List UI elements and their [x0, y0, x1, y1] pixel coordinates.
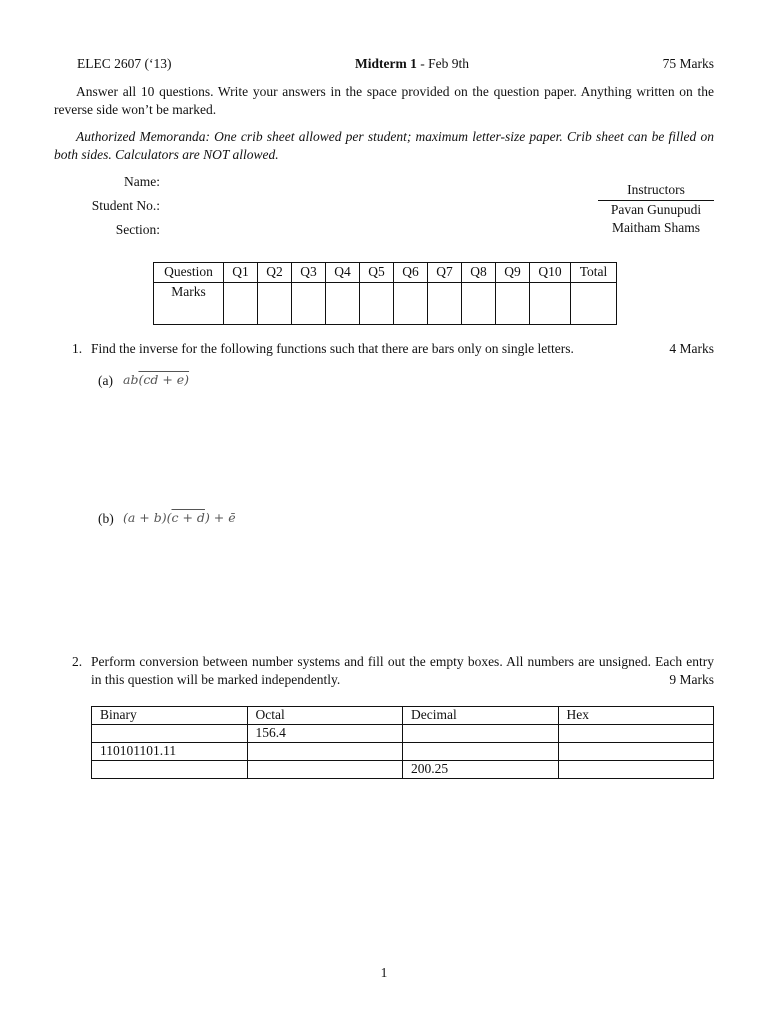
- conv-cell[interactable]: [92, 761, 248, 779]
- marks-summary-table: [153, 262, 617, 325]
- conversion-table: [91, 706, 714, 779]
- conv-cell[interactable]: [558, 725, 714, 743]
- marks-entry-cell[interactable]: [530, 283, 571, 325]
- exam-title: [355, 55, 469, 73]
- marks-entry-cell[interactable]: [496, 283, 530, 325]
- marks-entry-cell[interactable]: [258, 283, 292, 325]
- instructor-name: Maitham Shams: [611, 219, 701, 235]
- q1-marks: 4 Marks: [669, 341, 714, 356]
- conv-cell: 110101101.11: [92, 743, 248, 761]
- q2-text: Perform conversion between number systems and fill out the empty boxes. All numbers are unsigned. Each entry in this question will be marked independently.: [91, 654, 714, 687]
- q1b-expr-bar: c + d: [171, 510, 205, 525]
- course-code: ELEC 2607 (‘13): [77, 56, 172, 71]
- q2-number: 2.: [72, 654, 83, 669]
- marks-header-cell: Q3: [292, 263, 326, 283]
- conv-header-octal: Octal: [247, 707, 403, 725]
- general-instructions: Answer all 10 questions. Write your answers in the space provided on the question paper. Anything written on the reverse side won’t be marked.: [54, 84, 714, 117]
- q1a-expression: [123, 372, 189, 389]
- marks-header-cell: Q4: [326, 263, 360, 283]
- instructors-heading: Instructors: [598, 181, 714, 201]
- conv-header-decimal: Decimal: [403, 707, 559, 725]
- q1a-label: (a): [98, 373, 113, 388]
- marks-entry-cell[interactable]: [360, 283, 394, 325]
- marks-entry-cell[interactable]: [394, 283, 428, 325]
- q1a-expr-pre: ab: [123, 372, 139, 387]
- marks-header-cell: Q2: [258, 263, 292, 283]
- marks-entry-cell[interactable]: [462, 283, 496, 325]
- q2-marks: 9 Marks: [669, 672, 714, 687]
- conv-cell: 200.25: [403, 761, 559, 779]
- marks-header-cell: Total: [571, 263, 617, 283]
- instructors-block: [598, 181, 714, 236]
- q1-number: 1.: [72, 341, 83, 356]
- q1a-expr-bar: (cd + e): [138, 372, 190, 387]
- marks-header-cell: Q6: [394, 263, 428, 283]
- marks-row-label: Marks: [154, 283, 224, 325]
- marks-entry-cell[interactable]: [326, 283, 360, 325]
- conv-cell[interactable]: [247, 761, 403, 779]
- marks-entry-cell[interactable]: [224, 283, 258, 325]
- q1b-label: (b): [98, 511, 114, 526]
- marks-entry-cell[interactable]: [428, 283, 462, 325]
- conv-cell[interactable]: [558, 743, 714, 761]
- student-no-label: Student No.:: [91, 198, 160, 213]
- q1b-expression: [123, 510, 236, 527]
- marks-header-cell: Q10: [530, 263, 571, 283]
- conv-cell[interactable]: [403, 743, 559, 761]
- marks-header-cell: Question: [154, 263, 224, 283]
- marks-header-cell: Q1: [224, 263, 258, 283]
- conv-header-hex: Hex: [558, 707, 714, 725]
- q1-text: Find the inverse for the following functions such that there are bars only on single letters.: [91, 341, 574, 356]
- instructor-name: Pavan Gunupudi: [610, 201, 702, 217]
- conv-cell[interactable]: [247, 743, 403, 761]
- conv-cell[interactable]: [403, 725, 559, 743]
- section-label: Section:: [115, 222, 160, 237]
- conv-cell[interactable]: [92, 725, 248, 743]
- marks-entry-cell[interactable]: [292, 283, 326, 325]
- marks-header-cell: Q9: [496, 263, 530, 283]
- memoranda-instructions: Authorized Memoranda: One crib sheet allowed per student; maximum letter-size paper. Crib sheet can be filled on both sides. Calculators are NOT allowed.: [54, 129, 714, 162]
- exam-title-bold: Midterm 1: [355, 56, 417, 71]
- marks-header-cell: Q8: [462, 263, 496, 283]
- q1b-expr-post: ) + ē: [204, 510, 236, 525]
- conv-cell: 156.4: [247, 725, 403, 743]
- marks-header-cell: Q5: [360, 263, 394, 283]
- exam-date: - Feb 9th: [416, 56, 469, 71]
- conv-cell[interactable]: [558, 761, 714, 779]
- conv-header-binary: Binary: [92, 707, 248, 725]
- marks-header-cell: Q7: [428, 263, 462, 283]
- total-marks: 75 Marks: [662, 56, 714, 71]
- exam-header: [77, 55, 714, 73]
- page-number: 1: [380, 965, 388, 980]
- name-label: Name:: [124, 174, 160, 189]
- q1b-expr-pre: (a + b)(: [123, 510, 172, 525]
- marks-entry-cell[interactable]: [571, 283, 617, 325]
